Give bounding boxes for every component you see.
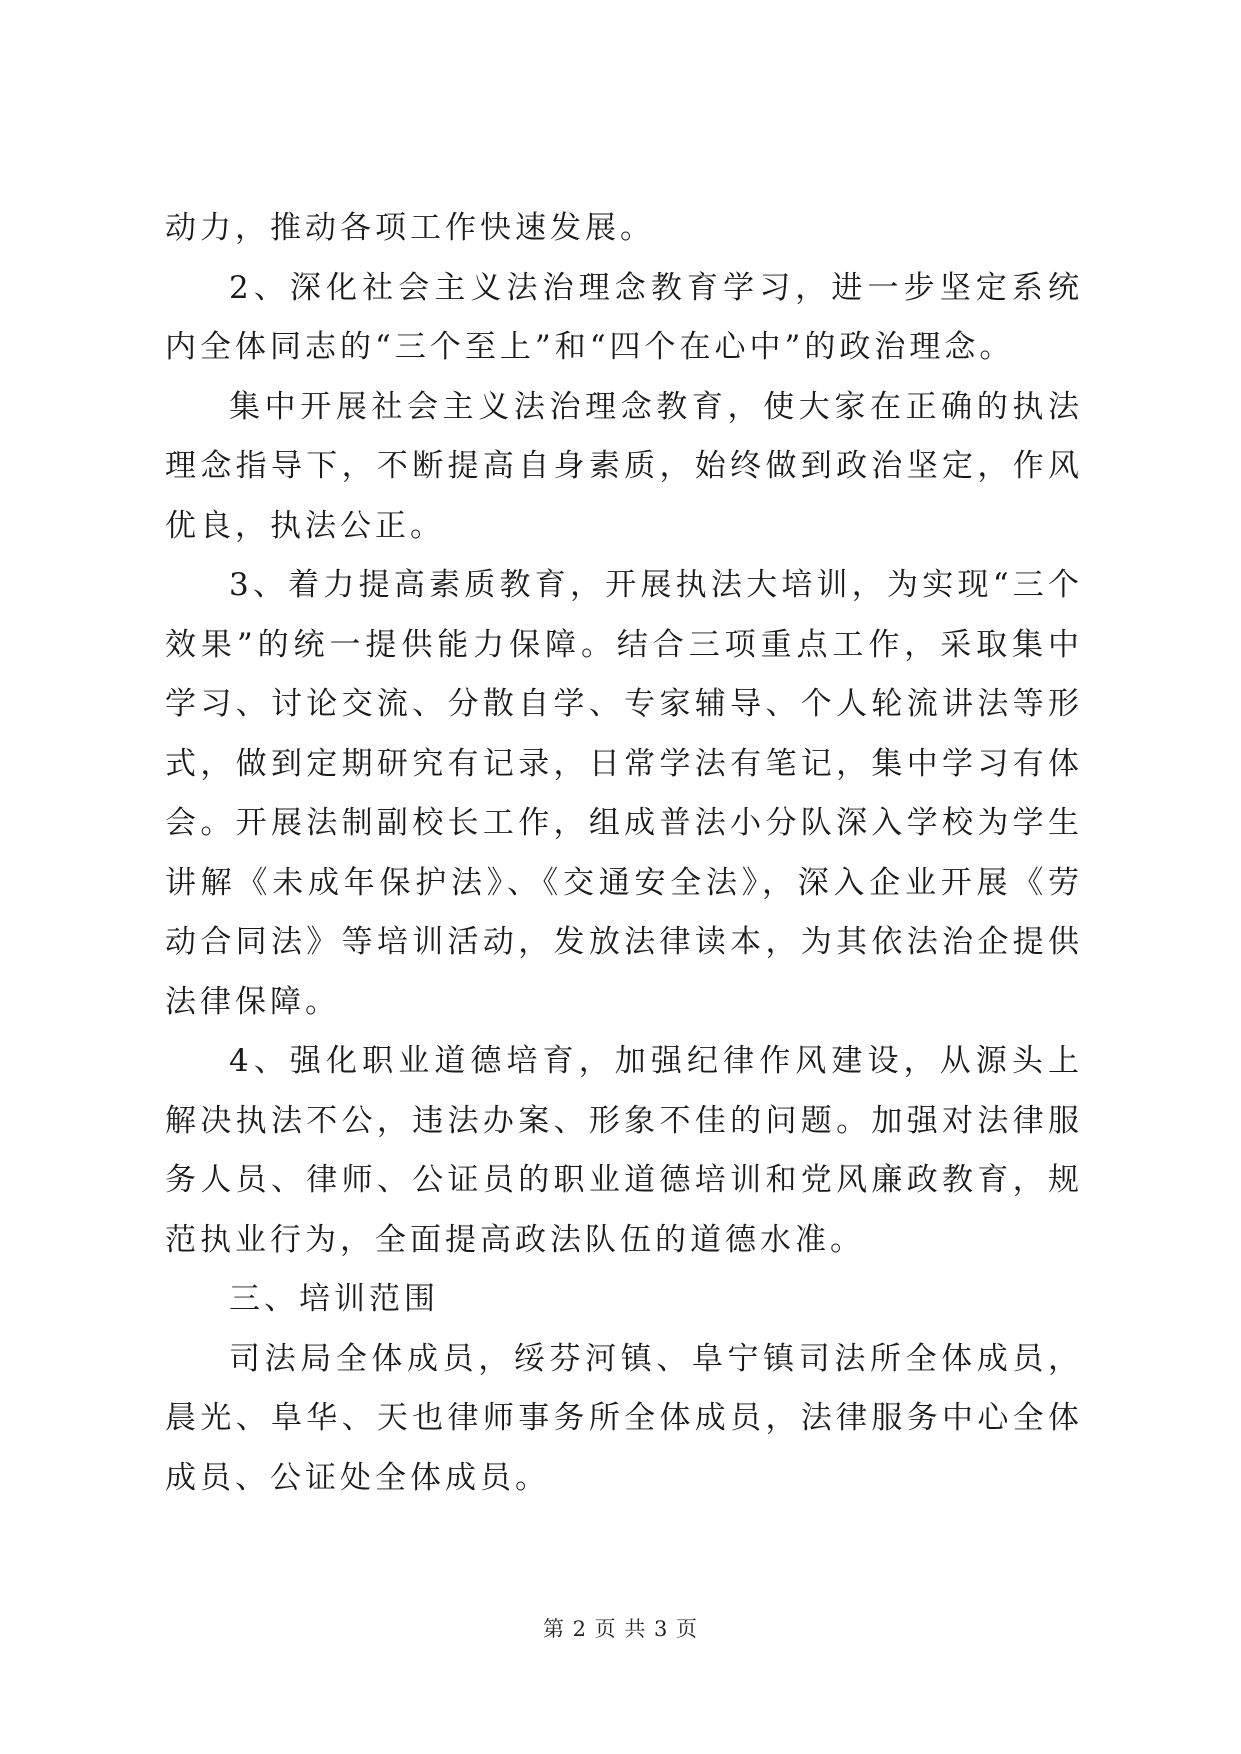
paragraph-item-4: 4、强化职业道德培育，加强纪律作风建设，从源头上解决执法不公，违法办案、形象不佳的问题。加强对法律服务人员、律师、公证员的职业道德培训和党风廉政教育，规范执业行为，全面提高政法队伍的道德水准。 [165, 1043, 1083, 1258]
page-number: 第 2 页 [542, 1617, 617, 1641]
page-total: 共 3 页 [624, 1617, 699, 1641]
page-footer [0, 1613, 1241, 1643]
section-heading-training-scope: 三、培训范围 [229, 1281, 439, 1317]
paragraph-item-3: 3、着力提高素质教育，开展执法大培训，为实现“三个效果”的统一提供能力保障。结合三项重点工作，采取集中学习、讨论交流、分散自学、专家辅导、个人轮流讲法等形式，做到定期研究有记录，日常学法有笔记，集中学习有体会。开展法制副校长工作，组成普法小分队深入学校为学生讲解《未成年保护法》、《交通安全法》，深入企业开展《劳动合同法》等培训活动，发放法律读本，为其依法治企提供法律保障。 [165, 567, 1083, 1020]
paragraph-legal-education: 集中开展社会主义法治理念教育，使大家在正确的执法理念指导下，不断提高自身素质，始终做到政治坚定，作风优良，执法公正。 [165, 388, 1083, 544]
paragraph-training-scope: 司法局全体成员，绥芬河镇、阜宁镇司法所全体成员，晨光、阜华、天也律师事务所全体成员，法律服务中心全体成员、公证处全体成员。 [165, 1340, 1083, 1496]
document-body [165, 199, 1083, 1508]
paragraph-item-2: 2、深化社会主义法治理念教育学习，进一步坚定系统内全体同志的“三个至上”和“四个在心中”的政治理念。 [165, 269, 1083, 365]
paragraph-continuation: 动力，推动各项工作快速发展。 [165, 210, 655, 246]
